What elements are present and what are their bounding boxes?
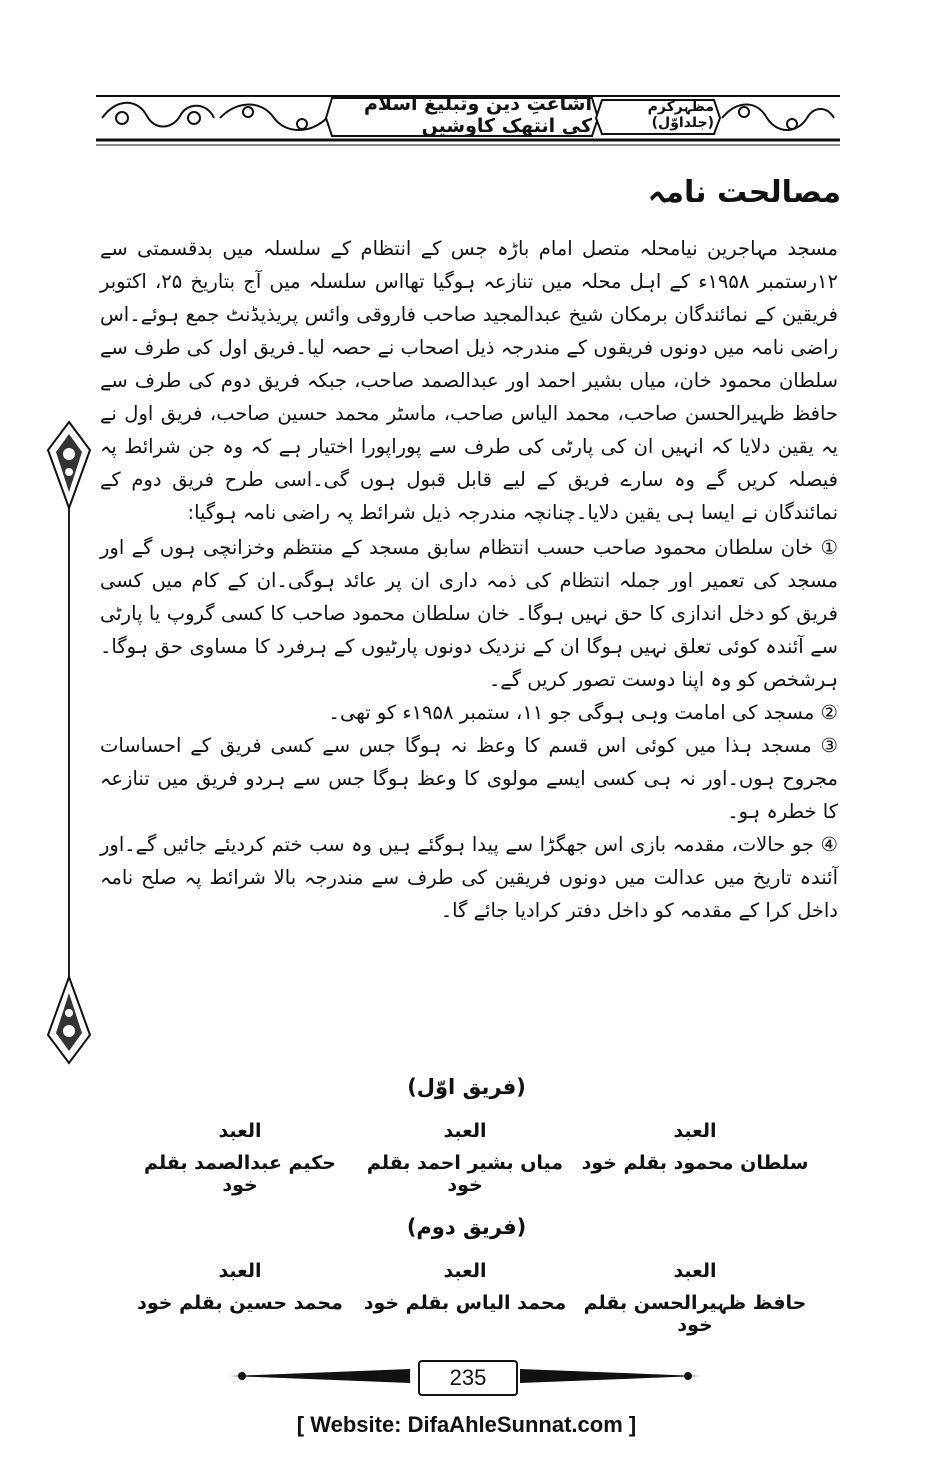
page-number: 235 — [418, 1360, 518, 1396]
signature-name: محمد الیاس بقلم خود — [363, 1292, 567, 1314]
section-heading: مصالحت نامہ — [647, 175, 841, 210]
signature-name: محمد حسین بقلم خود — [137, 1292, 343, 1314]
signature-abd: العبد — [673, 1260, 717, 1282]
signature-block — [350, 1120, 580, 1196]
signature-name: حافظ ظہیرالحسن بقلم خود — [583, 1292, 807, 1336]
clause-1: ① خان سلطان محمود صاحب حسب انتظام سابق مسجد کے منتظم وخزانچی ہوں گے اور مسجد کی تعمیر اور جملہ انتظام کی ذمہ داری ان پر عائد ہوگی۔ان کے کام میں کسی فریق کو دخل اندازی کا حق نہیں ہوگا۔ خان سلطان محمود صاحب کا کسی گروپ یا پارٹی سے آئندہ کوئی تعلق نہیں ہوگا ان کے نزدیک دونوں پارٹیوں کے ہرفرد کا مساوی حق ہوگا۔ہرشخص کو وہ اپنا دوست تصور کریں گے۔ — [100, 536, 838, 691]
website-footer: [ Website: DifaAhleSunnat.com ] — [296, 1412, 637, 1437]
signature-name: میاں بشیر احمد بقلم خود — [366, 1152, 564, 1196]
clause-2: ② مسجد کی امامت وہی ہوگی جو ۱۱، ستمبر ۱۹۵۸ء کو تھی۔ — [328, 701, 838, 724]
signature-name: حکیم عبدالصمد بقلم خود — [144, 1152, 336, 1196]
header-book-label: مظہرکرم (جلداوّل) — [647, 99, 714, 131]
clause-4: ④ جو حالات، مقدمہ بازی اس جھگڑا سے پیدا ہوگئے ہیں وہ سب ختم کردیئے جائیں گے۔اور آئندہ تاریخ میں عدالت میں دونوں فریقین کی طرف سے مندرجہ بالا شرائط پہ صلح نامہ داخل کرا کے مقدمہ کو داخل دفتر کرادیا جائے گا۔ — [100, 833, 838, 922]
page-header — [92, 88, 844, 154]
signature-abd: العبد — [443, 1260, 487, 1282]
margin-ornament-icon — [40, 420, 98, 510]
signature-block — [350, 1260, 580, 1314]
clause-3: ③ مسجد ہذا میں کوئی اس قسم کا وعظ نہ ہوگا جس سے کسی فریق کے احساسات مجروح ہوں۔اور نہ ہی کسی ایسے مولوی کا وعظ ہوگا جس سے ہردو فریق میں تنازعہ کا خطرہ ہو۔ — [100, 734, 838, 823]
margin-ornament-icon — [40, 975, 98, 1065]
party-one-heading: (فریق اوّل) — [407, 1075, 526, 1099]
signature-abd: العبد — [673, 1120, 717, 1142]
signature-abd: العبد — [443, 1120, 487, 1142]
signature-block — [580, 1260, 810, 1336]
header-title: اشاعتِ دین وتبلیغ اسلام کی انتھک کاوشیں — [364, 93, 592, 137]
signature-block — [125, 1120, 355, 1196]
signature-name: سلطان محمود بقلم خود — [581, 1152, 809, 1174]
signature-block — [580, 1120, 810, 1174]
document-body — [100, 232, 838, 927]
margin-rule — [68, 430, 70, 1045]
signature-block — [125, 1260, 355, 1314]
signature-abd: العبد — [218, 1260, 262, 1282]
intro-paragraph: مسجد مہاجرین نیامحلہ متصل امام باڑہ جس کے انتظام کے سلسلہ میں بدقسمتی سے ۱۲رستمبر ۱۹۵۸ء کے اہل محلہ میں تنازعہ ہوگیا تھااس سلسلہ میں آج بتاریخ ۲۵، اکتوبر فریقین کے نمائندگان برمکان شیخ عبدالمجید صاحب فاروقی وائس پریذیڈنٹ جمع ہوئے۔اس راضی نامہ میں دونوں فریقوں کے مندرجہ ذیل اصحاب نے حصہ لیا۔فریق اول کی طرف سے سلطان محمود خان، میاں بشیر احمد اور عبدالصمد صاحب، جبکہ فریق دوم کی طرف سے حافظ ظہیرالحسن صاحب، محمد الیاس صاحب، ماسٹر محمد حسین صاحب، فریق اول نے یہ یقین دلایا کہ انہیں ان کی پارٹی کی طرف سے پوراپورا اختیار ہے کہ وہ جن شرائط پہ فیصلہ کریں گے وہ سارے فریق کے لیے قابل قبول ہوں گی۔اسی طرح فریق دوم کے نمائندگان نے ایسا ہی یقین دلایا۔چنانچہ مندرجہ ذیل شرائط پہ راضی نامہ ہوگیا: — [100, 237, 838, 524]
party-two-heading: (فریق دوم) — [406, 1215, 527, 1239]
signature-abd: العبد — [218, 1120, 262, 1142]
